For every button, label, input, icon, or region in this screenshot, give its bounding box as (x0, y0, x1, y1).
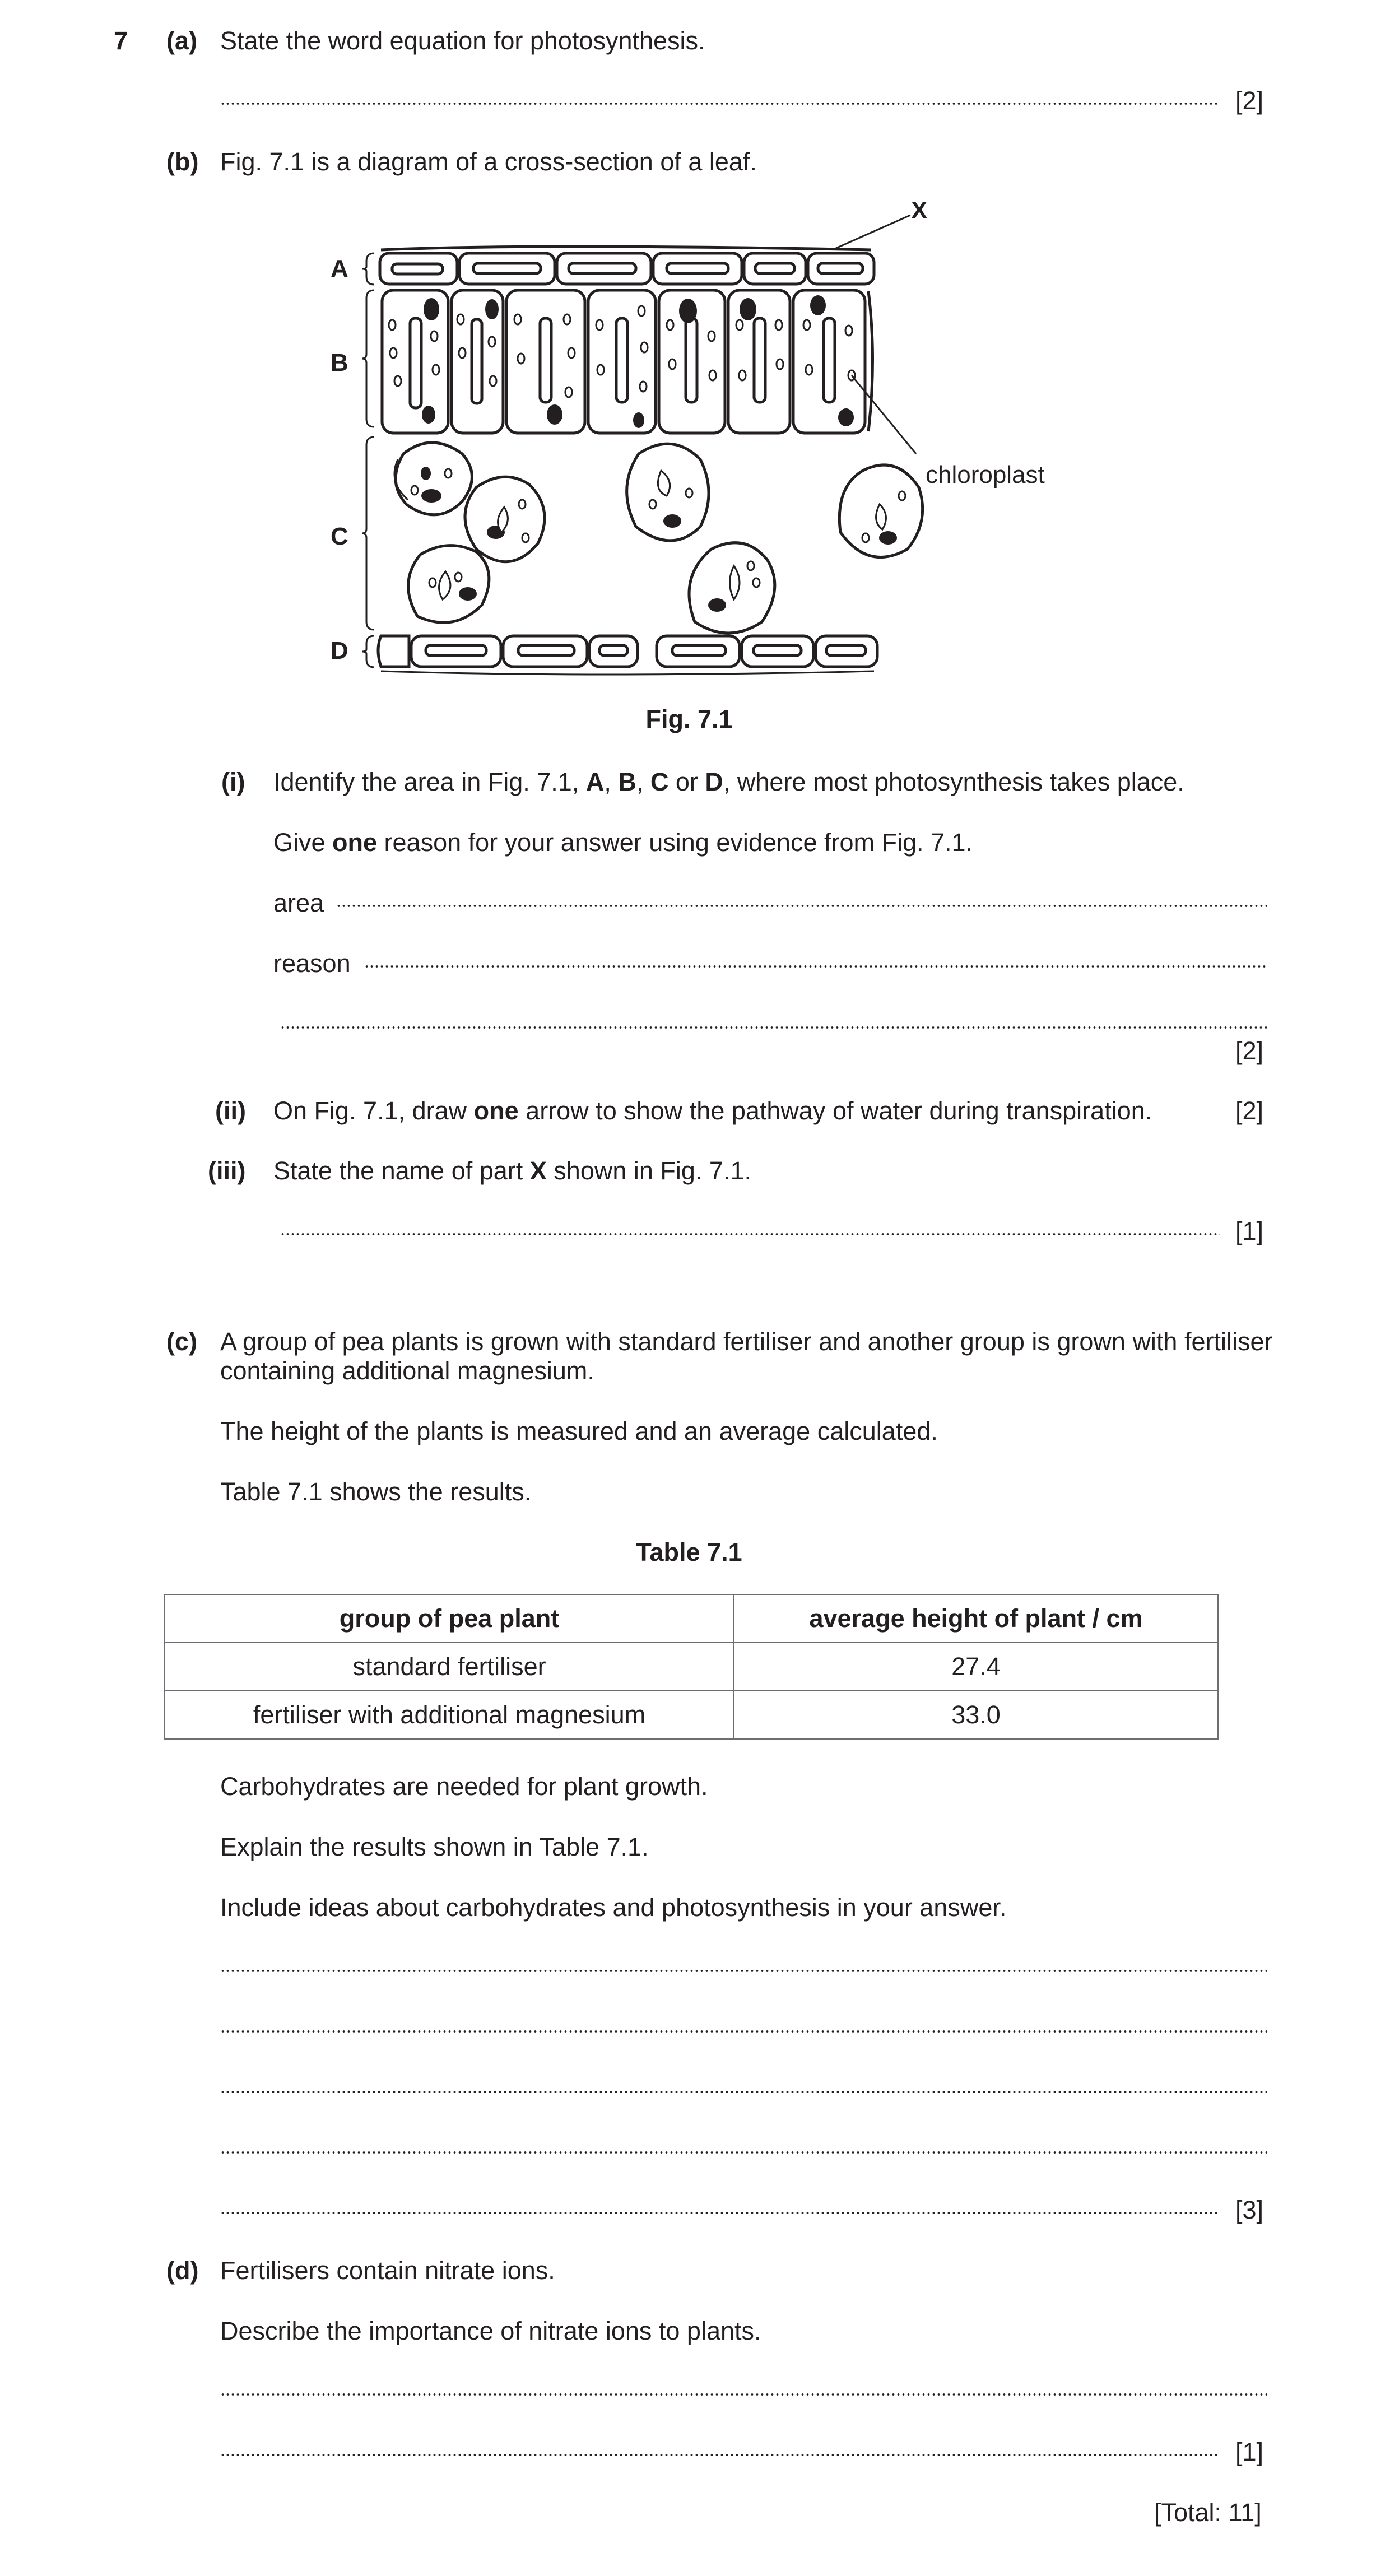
leaf-cross-section-diagram[interactable] (314, 190, 1098, 678)
reason-answer-line-2[interactable] (280, 1025, 1267, 1030)
table-header: group of pea plant (165, 1594, 734, 1643)
answer-line-c-3[interactable] (220, 2089, 1267, 2095)
part-c-paragraph-4: Carbohydrates are needed for plant growth. (220, 1772, 708, 1801)
part-c-label: (c) (166, 1327, 197, 1356)
part-b-iii-label: (iii) (208, 1156, 246, 1185)
part-d-marks: [1] (1235, 2438, 1264, 2466)
part-c-paragraph-6: Include ideas about carbohydrates and photosynthesis in your answer. (220, 1893, 1007, 1922)
label-B: B (331, 349, 348, 376)
table-cell: 33.0 (734, 1691, 1218, 1739)
table-cell: fertiliser with additional magnesium (165, 1691, 734, 1739)
part-c-text-line-1: A group of pea plants is grown with standard fertiliser and another group is grown with fertiliser (220, 1327, 1273, 1356)
label-A: A (331, 255, 348, 282)
label-chloroplast: chloroplast (926, 461, 1045, 489)
answer-line-b-iii[interactable] (280, 1231, 1220, 1237)
part-a-marks: [2] (1235, 86, 1264, 115)
table-row (165, 1643, 1218, 1691)
part-a-label: (a) (166, 26, 197, 55)
label-C: C (331, 523, 348, 550)
part-b-i-instruction: Give one reason for your answer using evidence from Fig. 7.1. (273, 828, 973, 857)
part-d-text: Fertilisers contain nitrate ions. (220, 2256, 555, 2285)
figure-caption: Fig. 7.1 (645, 705, 733, 733)
part-b-ii-question: On Fig. 7.1, draw one arrow to show the pathway of water during transpiration. (273, 1096, 1152, 1125)
results-table (164, 1594, 1219, 1740)
answer-line-c-2[interactable] (220, 2029, 1267, 2034)
answer-line-a[interactable] (220, 101, 1220, 106)
part-b-intro: Fig. 7.1 is a diagram of a cross-section of a leaf. (220, 147, 757, 176)
area-answer-line[interactable] (336, 903, 1267, 909)
answer-line-d-2[interactable] (220, 2452, 1220, 2458)
table-header: average height of plant / cm (734, 1594, 1218, 1643)
table-cell: standard fertiliser (165, 1643, 734, 1691)
question-number: 7 (114, 26, 128, 55)
part-b-label: (b) (166, 147, 199, 176)
part-d-label: (d) (166, 2256, 199, 2285)
part-c-marks: [3] (1235, 2196, 1264, 2224)
area-label: area (273, 889, 324, 917)
reason-label: reason (273, 949, 351, 978)
part-d-paragraph-2: Describe the importance of nitrate ions to plants. (220, 2317, 761, 2345)
part-b-ii-marks: [2] (1235, 1096, 1264, 1125)
label-D: D (331, 637, 348, 664)
part-b-i-marks: [2] (1235, 1036, 1264, 1065)
part-c-paragraph-3: Table 7.1 shows the results. (220, 1477, 532, 1506)
part-c-paragraph-5: Explain the results shown in Table 7.1. (220, 1833, 649, 1861)
part-b-i-question: Identify the area in Fig. 7.1, A, B, C or D, where most photosynthesis takes place. (273, 768, 1184, 796)
part-b-iii-marks: [1] (1235, 1217, 1264, 1245)
label-X: X (911, 197, 928, 224)
table-row (165, 1691, 1218, 1739)
table-cell: 27.4 (734, 1643, 1218, 1691)
table-header-row (165, 1594, 1218, 1643)
part-c-text-line-2: containing additional magnesium. (220, 1356, 594, 1385)
part-b-ii-label: (ii) (215, 1096, 246, 1125)
answer-line-c-5[interactable] (220, 2210, 1220, 2216)
total-marks: [Total: 11] (1154, 2498, 1262, 2527)
part-b-i-label: (i) (221, 768, 245, 796)
part-b-iii-question: State the name of part X shown in Fig. 7.1. (273, 1156, 751, 1185)
table-caption: Table 7.1 (636, 1538, 742, 1566)
part-c-paragraph-2: The height of the plants is measured and an average calculated. (220, 1417, 938, 1445)
answer-line-c-4[interactable] (220, 2150, 1267, 2155)
answer-line-c-1[interactable] (220, 1968, 1267, 1974)
part-a-question: State the word equation for photosynthesis. (220, 26, 705, 55)
answer-line-d-1[interactable] (220, 2392, 1267, 2397)
reason-answer-line-1[interactable] (364, 964, 1267, 969)
